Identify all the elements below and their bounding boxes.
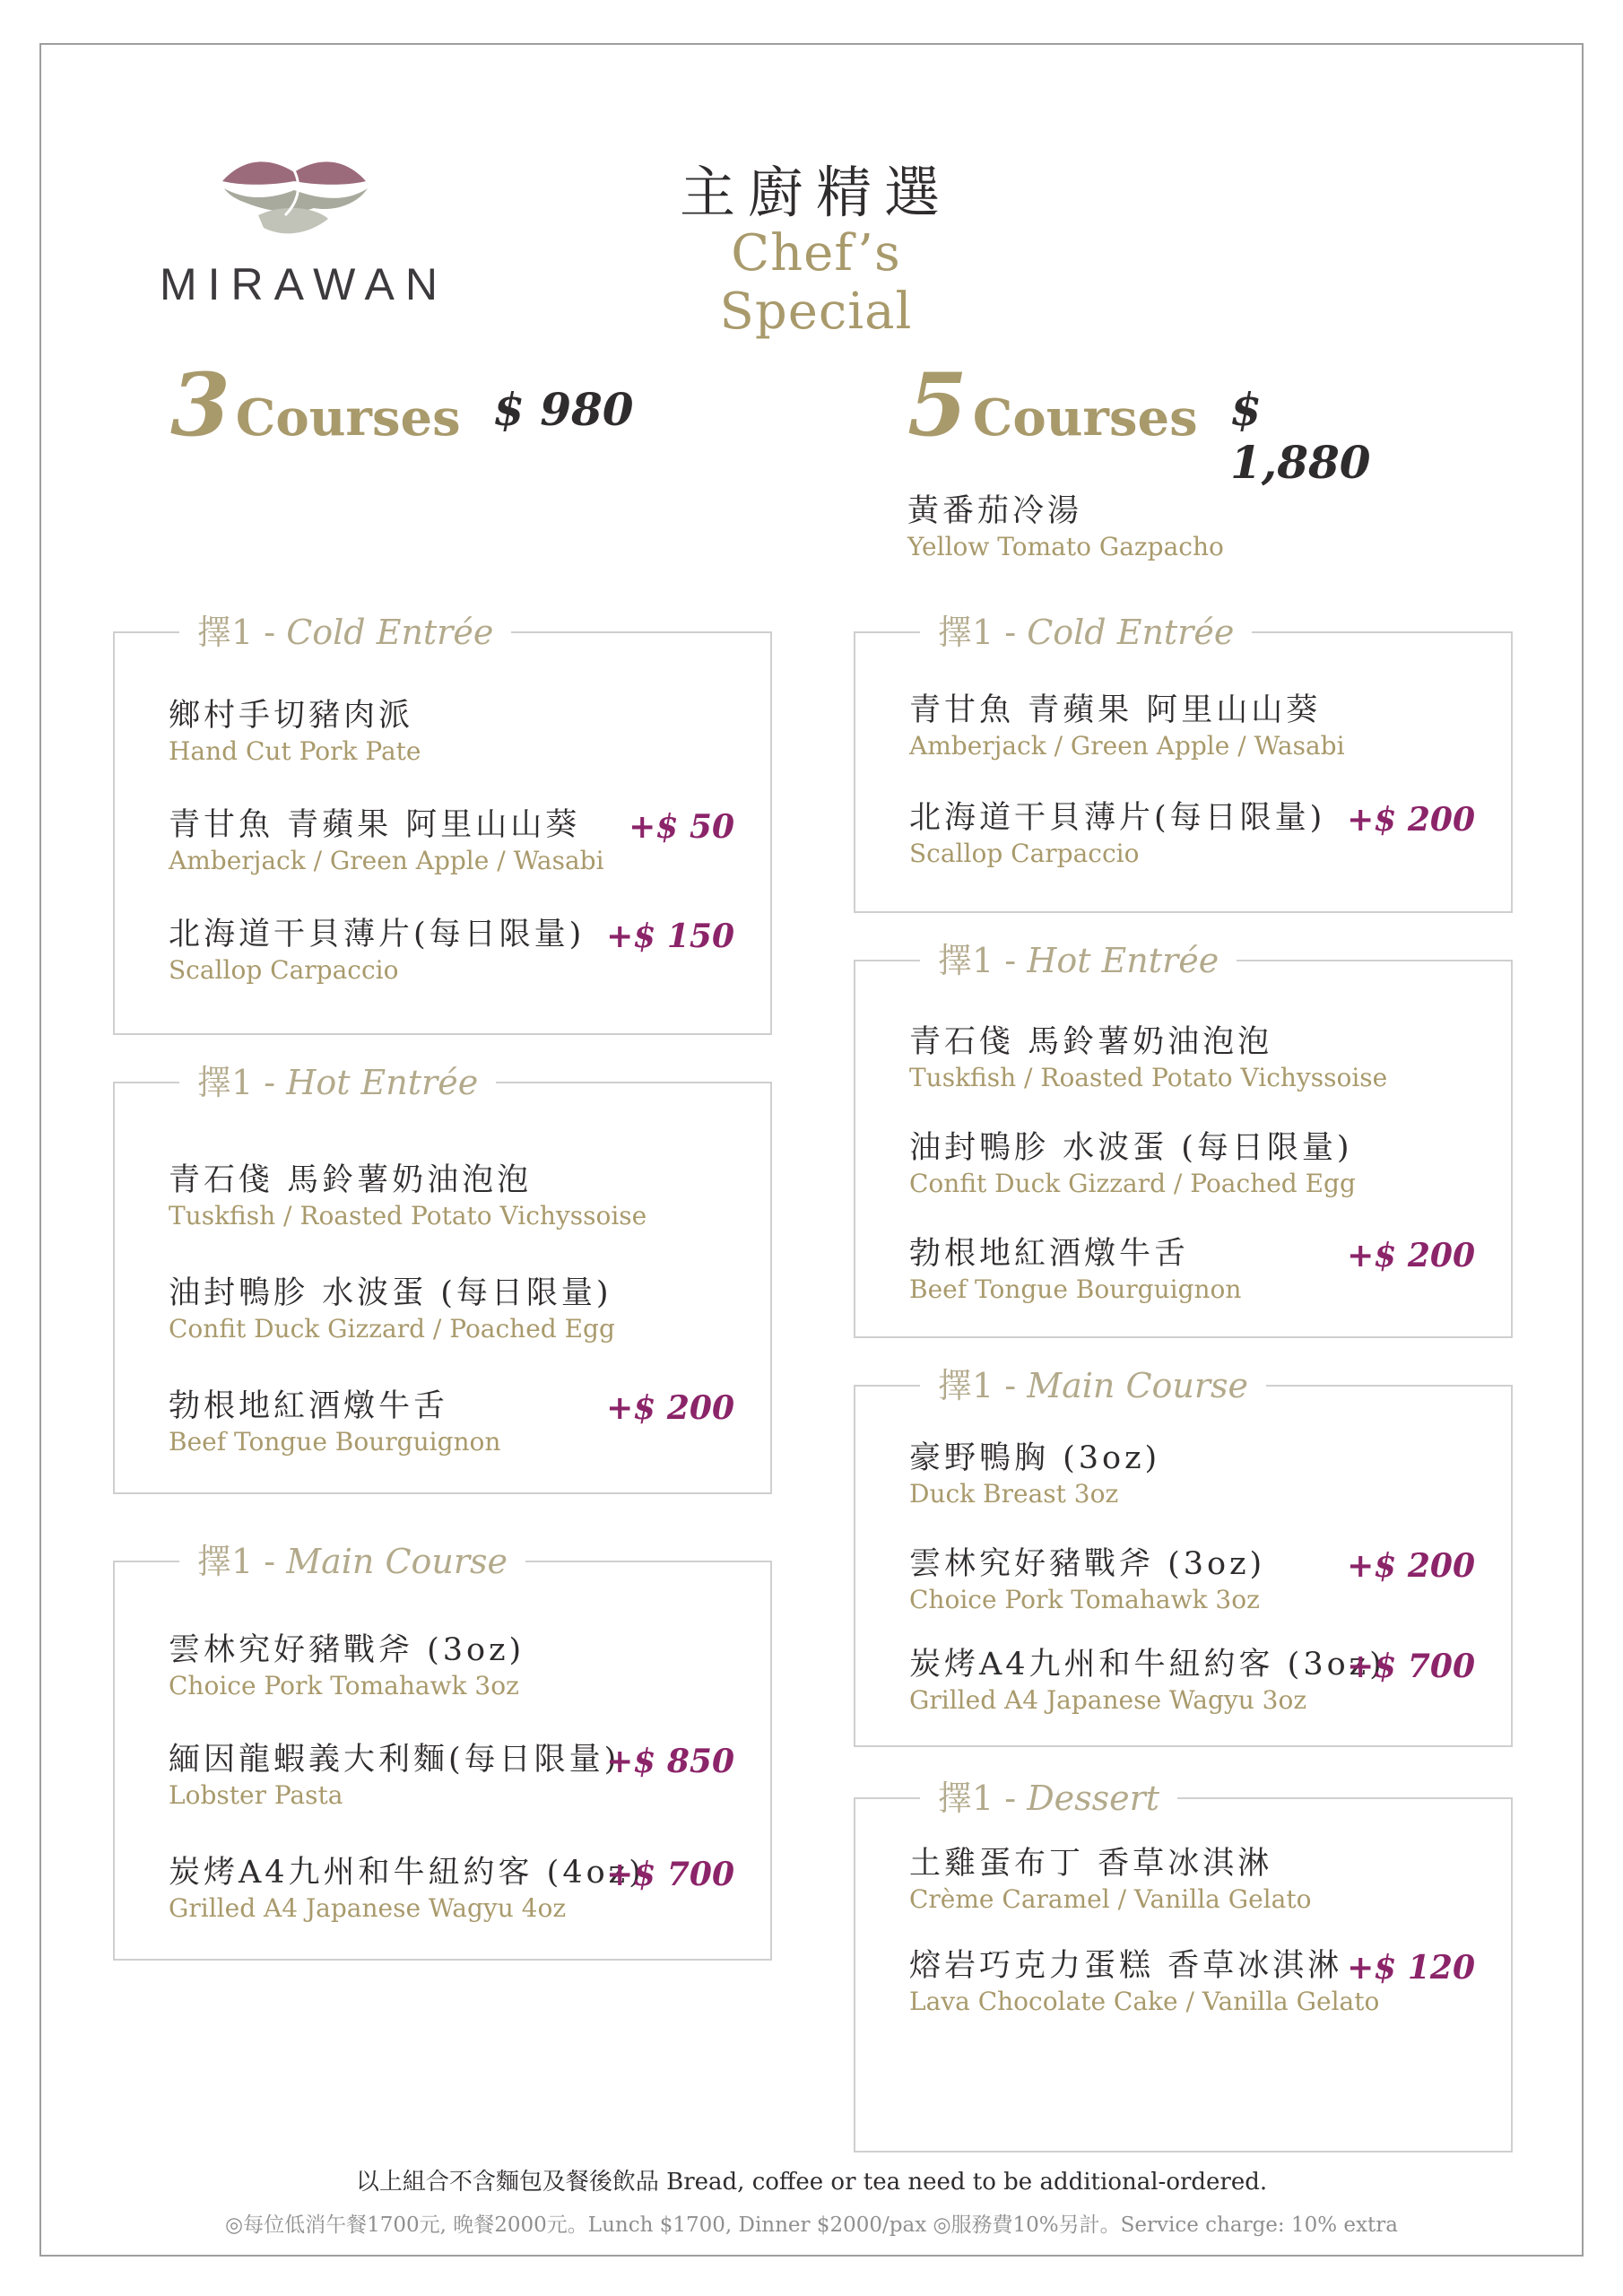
menu-item [169,696,734,768]
section-label: 擇1 - Hot Entrée [179,1060,496,1105]
menu5-dessert-box [854,1779,1513,2152]
dish-name-zh: 雲林究好豬戰斧 (3oz) [909,1546,1266,1582]
menu3-count: 3 [170,354,230,456]
page-title-en: Chef’s Special [719,224,913,341]
menu-item [909,1844,1475,1916]
dish-name-zh: 北海道干貝薄片(每日限量) [169,917,586,952]
dish-name-zh: 油封鴨胗 水波蛋 (每日限量) [169,1275,612,1311]
dish-name-en: Hand Cut Pork Pate [169,736,421,766]
menu3-hot-entree-box [113,1063,772,1494]
dish-name-zh: 緬因龍蝦義大利麵(每日限量) [169,1742,621,1778]
section-label: 擇1 - Dessert [920,1776,1177,1821]
dish-name-en: Grilled A4 Japanese Wagyu 3oz [909,1685,1307,1715]
surcharge: +$ 120 [1347,1949,1475,1987]
section-label: 擇1 - Cold Entrée [179,610,511,655]
section-label: 擇1 - Cold Entrée [920,610,1252,655]
surcharge: +$ 700 [606,1856,734,1893]
dish-name-en: Scallop Carpaccio [909,839,1140,868]
surcharge: +$ 200 [606,1389,734,1427]
dish-name-zh: 勃根地紅酒燉牛舌 [909,1236,1190,1272]
dish-name-en: Amberjack / Green Apple / Wasabi [169,846,604,875]
dish-name-zh: 土雞蛋布丁 香草冰淇淋 [909,1846,1273,1882]
dish-name-en: Tuskfish / Roasted Potato Vichyssoise [909,1063,1388,1092]
surcharge: +$ 700 [1347,1648,1475,1685]
menu5-header [907,354,1410,489]
dish-name-en: Amberjack / Green Apple / Wasabi [909,731,1345,761]
menu3-cold-entree-box [113,613,772,1035]
menu3-label: Courses [235,388,461,448]
dish-name-zh: 勃根地紅酒燉牛舌 [169,1388,449,1424]
dish-name-en: Choice Pork Tomahawk 3oz [909,1585,1260,1614]
surcharge: +$ 200 [1347,801,1475,839]
menu-item [169,1740,734,1812]
brand-wordmark: MIRAWAN [160,259,448,309]
footer-policy: ◎每位低消午餐1700元, 晚餐2000元。Lunch $1700, Dinner $2000/pax ◎服務費10%另計。Service charge: 10% extra [225,2213,1398,2237]
menu-item [909,1946,1475,2018]
section-label: 擇1 - Hot Entrée [920,938,1237,983]
menu5-hot-entree-box [854,941,1513,1338]
menu-item [169,805,734,877]
menu5-price: $ 1,880 [1230,383,1371,489]
footer-note: 以上組合不含麵包及餐後飲品 Bread, coffee or tea need to be additional-ordered. [355,2169,1268,2196]
dish-name-en: Confit Duck Gizzard / Poached Egg [909,1169,1356,1198]
dish-name-zh: 青甘魚 青蘋果 阿里山山葵 [169,807,581,843]
brand-logo [160,152,448,314]
menu-item [169,1853,734,1925]
dish-name-en: Beef Tongue Bourguignon [909,1274,1242,1304]
menu-item [909,1439,1475,1510]
surcharge: +$ 200 [1347,1547,1475,1585]
menu-item [909,1645,1475,1717]
dish-name-zh: 青石俴 馬鈴薯奶油泡泡 [169,1162,533,1198]
menu5-count: 5 [907,354,968,456]
page-title-zh: 主廚精選 [679,160,952,225]
dish-name-zh: 雲林究好豬戰斧 (3oz) [169,1632,525,1668]
dish-name-zh: 北海道干貝薄片(每日限量) [909,800,1326,836]
dish-name-zh: 炭烤A4九州和牛紐約客 (3oz) [909,1647,1385,1683]
menu3-header [170,354,637,456]
menu5-cold-entree-box [854,613,1513,913]
menu5-soup [907,491,1224,563]
menu-item [909,691,1475,762]
menu-item [909,798,1475,870]
menu-item [169,915,734,987]
menu5-label: Courses [972,388,1198,448]
menu5-main-course-box [854,1366,1513,1747]
dish-name-en: Lava Chocolate Cake / Vanilla Gelato [909,1987,1380,2016]
dish-name-zh: 熔岩巧克力蛋糕 香草冰淇淋 [909,1948,1343,1984]
menu-item [169,1387,734,1458]
menu-item [169,1161,734,1232]
menu3-price: $ 980 [493,383,634,436]
menu-item [169,1274,734,1345]
dish-name-zh: 豪野鴨胸 (3oz) [909,1440,1161,1476]
menu3-main-course-box [113,1542,772,1961]
dish-name-zh: 炭烤A4九州和牛紐約客 (4oz) [169,1855,645,1891]
dish-name-zh: 青甘魚 青蘋果 阿里山山葵 [909,692,1322,728]
dish-name-zh: 青石俴 馬鈴薯奶油泡泡 [909,1024,1273,1060]
dish-name-en: Duck Breast 3oz [909,1479,1119,1509]
dish-name-en: Tuskfish / Roasted Potato Vichyssoise [169,1201,647,1231]
dish-name-zh: 鄉村手切豬肉派 [169,698,414,734]
dish-name-zh: 黃番茄冷湯 [907,493,1083,529]
menu-item [909,1022,1475,1094]
dish-name-en: Crème Caramel / Vanilla Gelato [909,1884,1312,1914]
menu-item [909,1544,1475,1616]
dish-name-en: Confit Duck Gizzard / Poached Egg [169,1314,615,1344]
section-label: 擇1 - Main Course [179,1539,525,1584]
dish-name-zh: 油封鴨胗 水波蛋 (每日限量) [909,1130,1353,1166]
dish-name-en: Beef Tongue Bourguignon [169,1427,501,1457]
section-label: 擇1 - Main Course [920,1363,1266,1408]
menu-item [909,1234,1475,1306]
dish-name-en: Lobster Pasta [169,1780,343,1810]
dish-name-en: Choice Pork Tomahawk 3oz [169,1671,519,1700]
surcharge: +$ 50 [629,808,734,846]
dish-name-en: Yellow Tomato Gazpacho [907,532,1224,561]
surcharge: +$ 850 [606,1743,734,1780]
menu-item [169,1631,734,1702]
lips-mountain-logo-icon [160,152,438,251]
dish-name-en: Grilled A4 Japanese Wagyu 4oz [169,1893,567,1923]
surcharge: +$ 200 [1347,1237,1475,1274]
surcharge: +$ 150 [606,918,734,955]
dish-name-en: Scallop Carpaccio [169,955,399,985]
menu-item [909,1128,1475,1200]
